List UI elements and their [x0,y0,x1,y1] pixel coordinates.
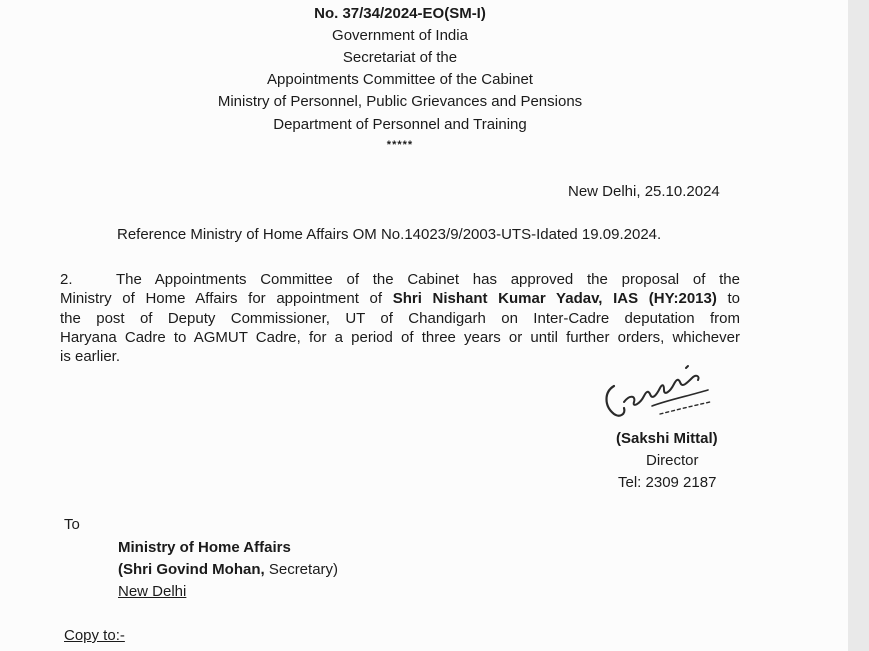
header-committee: Appointments Committee of the Cabinet [267,71,533,88]
header-secretariat: Secretariat of the [342,49,458,66]
header-ministry: Ministry of Personnel, Public Grievances and Pensions [217,93,583,110]
file-number: No. 37/34/2024-EO(SM-I) [314,5,486,22]
paragraph-line-2: Ministry of Home Affairs for appointment of Shri Nishant Kumar Yadav, IAS (HY:2013) to [60,290,741,307]
addressee-to: To [64,516,80,533]
page-edge-strip [848,0,869,651]
signature-image [600,356,720,426]
addressee-city: New Delhi [118,583,187,600]
paragraph-line-4: Haryana Cadre to AGMUT Cadre, for a period of three years or until further orders, whichever [60,329,740,346]
signatory-designation: Director [646,452,699,469]
paragraph-line-3: the post of Deputy Commissioner, UT of Chandigarh on Inter-Cadre deputation from [60,310,740,327]
reference-line: Reference Ministry of Home Affairs OM No.14023/9/2003-UTS-Idated 19.09.2024. [117,226,662,243]
addressee-organization: Ministry of Home Affairs [118,539,291,556]
place-date: New Delhi, 25.10.2024 [568,183,720,200]
header-department: Department of Personnel and Training [273,116,527,133]
copy-to-heading: Copy to:- [64,627,125,644]
signatory-telephone: Tel: 2309 2187 [618,474,717,491]
header-stars: ***** [386,139,414,151]
appointee-name: Shri Nishant Kumar Yadav, IAS (HY:2013) [392,290,717,307]
paragraph-number: 2. [60,271,73,288]
paragraph-line-1: 2. The Appointments Committee of the Cabinet has approved the proposal of the [60,271,740,288]
paragraph-line-5: is earlier. [60,348,121,365]
signatory-name: (Sakshi Mittal) [616,430,718,447]
header-government: Government of India [332,27,468,44]
addressee-person: (Shri Govind Mohan, Secretary) [118,561,339,578]
